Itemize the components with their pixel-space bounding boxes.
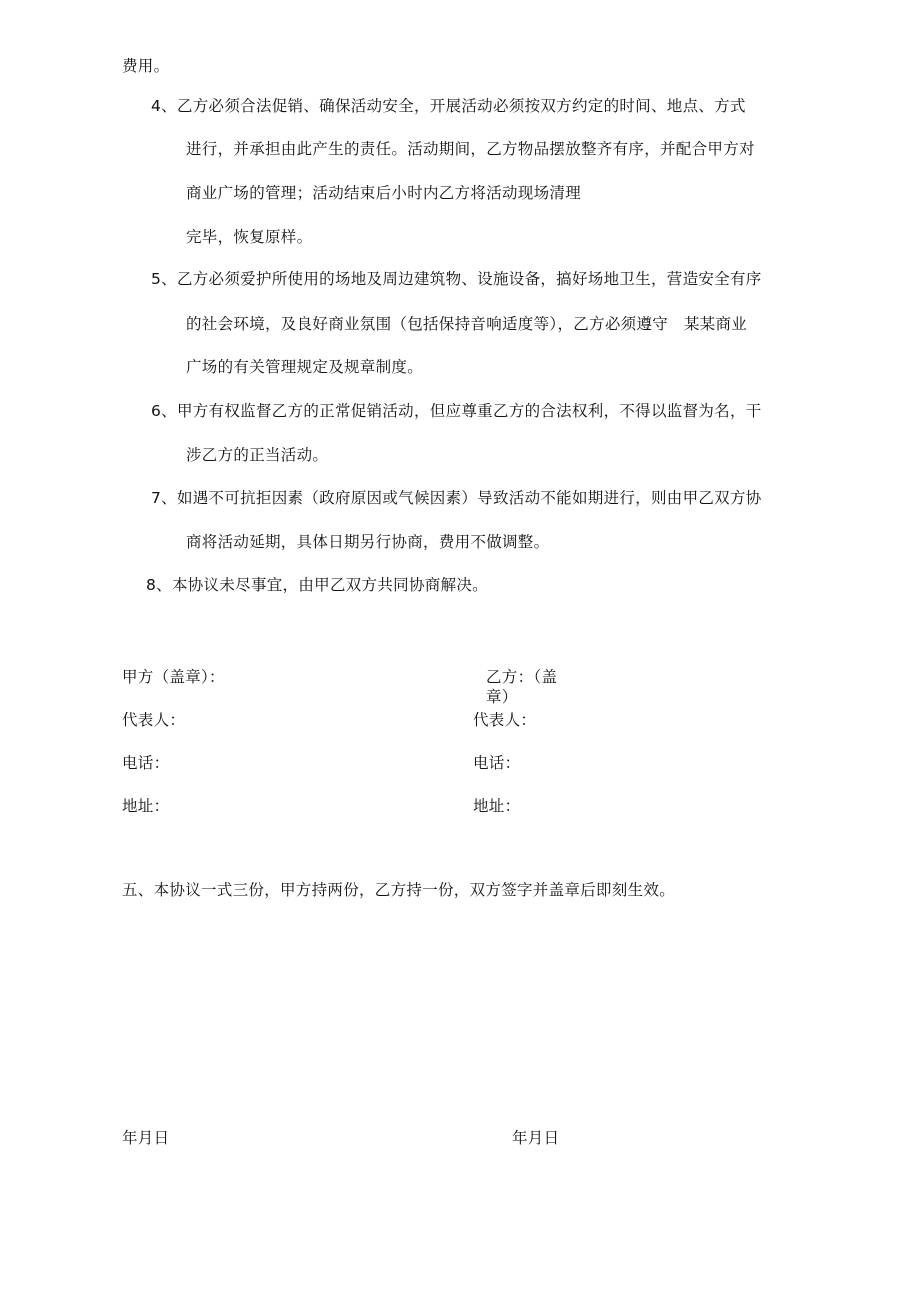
party-b-address-label: 地址：	[473, 797, 521, 815]
party-a-date: 年月日	[122, 1129, 170, 1147]
party-b-phone-label: 电话：	[473, 754, 521, 772]
party-a-phone-label: 电话：	[122, 754, 170, 772]
clause-4-line-1: 4、乙方必须合法促销、确保活动安全，开展活动必须按双方约定的时间、地点、方式	[151, 97, 746, 115]
clause-5-line-2: 的社会环境，及良好商业氛围（包括保持音响适度等），乙方必须遵守 某某商业	[186, 315, 748, 333]
clause-7-line-1: 7、如遇不可抗拒因素（政府原因或气候因素）导致活动不能如期进行，则由甲乙双方协	[151, 489, 762, 507]
clause-7-line-2: 商将活动延期，具体日期另行协商，费用不做调整。	[186, 533, 550, 551]
party-b-seal-label: 乙方：（盖章）	[486, 668, 558, 706]
clause-5-line-1: 5、乙方必须爱护所使用的场地及周边建筑物、设施设备，搞好场地卫生，营造安全有序	[151, 270, 762, 288]
party-a-address-label: 地址：	[122, 797, 170, 815]
clause-5-line-3: 广场的有关管理规定及规章制度。	[186, 358, 424, 376]
intro-fragment: 费用。	[122, 57, 170, 75]
party-b-representative-label: 代表人：	[473, 711, 537, 729]
clause-4-line-4: 完毕，恢复原样。	[186, 228, 313, 246]
party-a-seal-label: 甲方（盖章）：	[122, 668, 225, 686]
party-b-date: 年月日	[512, 1129, 560, 1147]
clause-6-line-1: 6、甲方有权监督乙方的正常促销活动，但应尊重乙方的合法权利，不得以监督为名，干	[151, 402, 762, 420]
clause-8-line-1: 8、本协议未尽事宜，由甲乙双方共同协商解决。	[146, 576, 488, 594]
clause-4-line-2: 进行，并承担由此产生的责任。活动期间，乙方物品摆放整齐有序，并配合甲方对	[186, 140, 755, 158]
clause-4-line-3: 商业广场的管理；活动结束后小时内乙方将活动现场清理	[186, 184, 582, 202]
clause-five: 五、本协议一式三份，甲方持两份，乙方持一份，双方签字并盖章后即刻生效。	[122, 881, 676, 899]
party-a-representative-label: 代表人：	[122, 711, 186, 729]
clause-6-line-2: 涉乙方的正当活动。	[186, 446, 329, 464]
